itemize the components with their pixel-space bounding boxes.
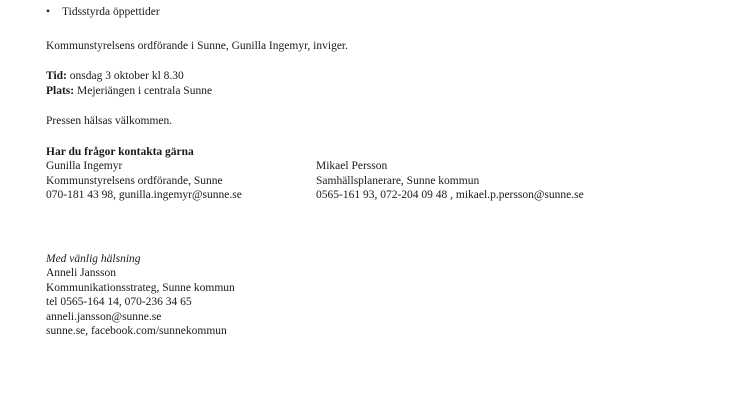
contact-left — [46, 159, 316, 203]
press-paragraph: Pressen hälsas välkommen. — [46, 115, 173, 127]
contacts-columns — [46, 159, 726, 203]
signature-block — [46, 252, 726, 339]
document-page — [46, 5, 726, 339]
contact-left-name: Gunilla Ingemyr — [46, 160, 123, 172]
intro-paragraph: Kommunstyrelsens ordförande i Sunne, Gunilla Ingemyr, inviger. — [46, 39, 348, 52]
contacts-section — [46, 145, 726, 203]
bullet-icon: • — [46, 6, 51, 18]
event-time — [46, 69, 726, 84]
contacts-heading: Har du frågor kontakta gärna — [46, 145, 194, 158]
place-value: Mejeriängen i centrala Sunne — [74, 84, 213, 97]
contact-right-name: Mikael Persson — [316, 160, 388, 172]
signature-email: anneli.jansson@sunne.se — [46, 310, 162, 323]
bullet-item — [46, 5, 726, 20]
signature-title: Kommunikationsstrateg, Sunne kommun — [46, 281, 235, 294]
signature-name: Anneli Jansson — [46, 267, 116, 279]
signature-web: sunne.se, facebook.com/sunnekommun — [46, 325, 227, 337]
contact-left-details: 070-181 43 98, gunilla.ingemyr@sunne.se — [46, 189, 242, 201]
time-label: Tid: — [46, 70, 67, 82]
event-details — [46, 69, 726, 98]
contact-right-title: Samhällsplanerare, Sunne kommun — [316, 174, 480, 187]
signature-phone: tel 0565-164 14, 070-236 34 65 — [46, 296, 192, 308]
bullet-text: Tidsstyrda öppettider — [62, 6, 160, 18]
signature-greeting: Med vänlig hälsning — [46, 252, 141, 265]
time-value: onsdag 3 oktober kl 8.30 — [66, 70, 184, 82]
contact-left-title: Kommunstyrelsens ordförande, Sunne — [46, 174, 223, 187]
contact-right — [316, 159, 726, 203]
contact-right-details: 0565-161 93, 072-204 09 48 , mikael.p.persson@sunne.se — [316, 189, 584, 201]
place-label: Plats: — [46, 84, 75, 97]
event-place — [46, 84, 726, 99]
